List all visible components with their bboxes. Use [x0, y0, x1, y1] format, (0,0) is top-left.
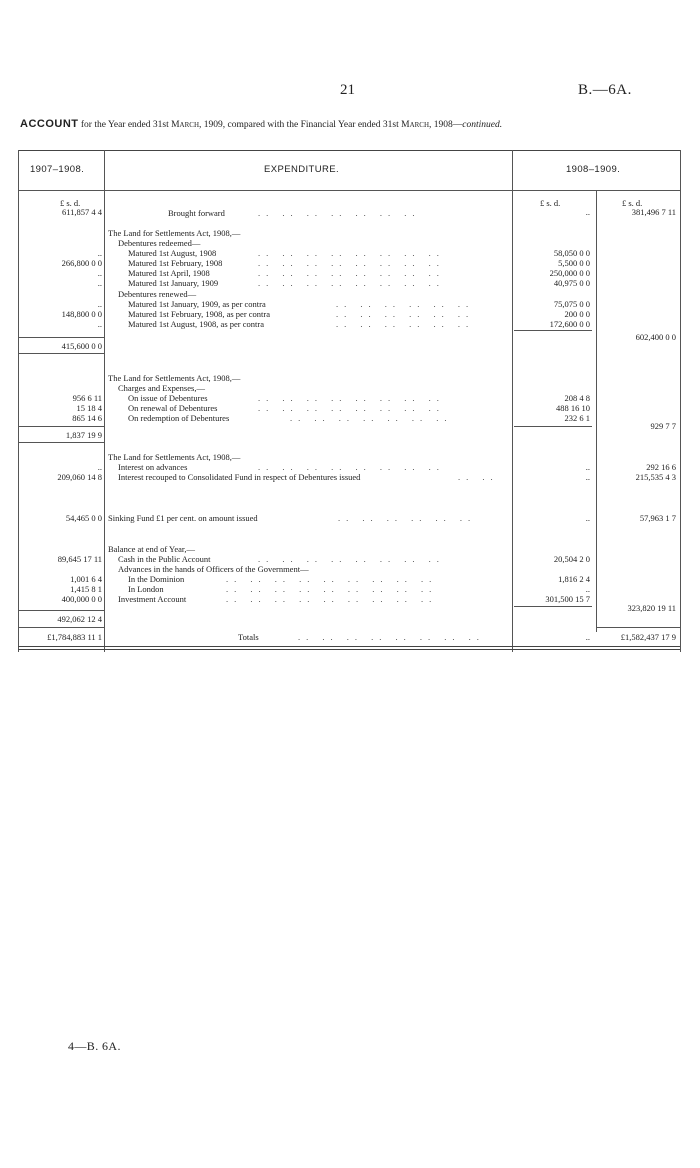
renewed-jan-label: Matured 1st January, 1909, as per contra	[128, 299, 266, 309]
interest-recouped-total: 215,535 4 3	[635, 472, 676, 482]
leader-dots: .. .. .. .. .. .. .. ..	[258, 268, 445, 278]
section-heading-land-settlements: The Land for Settlements Act, 1908,—	[108, 228, 241, 238]
sinking-fund-prev: 54,465 0 0	[65, 513, 102, 523]
balance-total: 323,820 19 11	[627, 603, 676, 613]
leader-dots: .. .. .. .. .. .. .. .. ..	[226, 584, 438, 594]
title-rest: for the Year ended 31st	[80, 120, 169, 130]
grand-total-detail: ..	[585, 632, 590, 642]
cash-public-account-label: Cash in the Public Account	[118, 554, 211, 564]
redeemed-jan-prev: ..	[97, 278, 102, 288]
debentures-total: 602,400 0 0	[635, 332, 676, 342]
leader-dots: .. .. .. .. .. .. .. ..	[258, 462, 445, 472]
redeemed-feb-prev: 266,800 0 0	[61, 258, 102, 268]
column-header-1908-1909: 1908–1909.	[566, 164, 621, 175]
redeemed-aug-prev: ..	[97, 248, 102, 258]
charges-renewal-label: On renewal of Debentures	[128, 403, 218, 413]
column-header-expenditure: EXPENDITURE.	[264, 164, 340, 175]
redeemed-jan-detail: 40,975 0 0	[553, 278, 590, 288]
leader-dots: .. .. .. .. .. .. .. ..	[258, 393, 445, 403]
cash-public-account-detail: 20,504 2 0	[553, 554, 590, 564]
leader-dots: .. .. .. .. .. .. .. ..	[258, 278, 445, 288]
redeemed-feb-label: Matured 1st February, 1908	[128, 258, 223, 268]
grand-total-prev: £1,784,883 11 1	[47, 632, 102, 642]
subtotal-rule	[18, 337, 104, 338]
leader-dots: .. .. .. .. .. .. .. ..	[258, 248, 445, 258]
leader-dots: .. .. .. .. .. .. ..	[258, 208, 421, 218]
interest-advances-label: Interest on advances	[118, 462, 188, 472]
renewed-aug-detail: 172,600 0 0	[549, 319, 590, 329]
subtotal-rule	[18, 610, 104, 611]
section-heading-land-settlements: The Land for Settlements Act, 1908,—	[108, 452, 241, 462]
investment-account-detail: 301,500 15 7	[545, 594, 590, 604]
charges-issue-label: On issue of Debentures	[128, 393, 208, 403]
leader-dots: .. .. .. .. .. .. .. ..	[258, 258, 445, 268]
redeemed-aug-detail: 58,050 0 0	[553, 248, 590, 258]
sinking-fund-label: Sinking Fund £1 per cent. on amount issued	[108, 513, 258, 523]
renewed-feb-detail: 200 0 0	[564, 309, 590, 319]
leader-dots: .. .. .. .. .. ..	[336, 309, 475, 319]
title-mid: , 1909, compared with the Financial Year ended 31st	[199, 120, 399, 130]
charges-issue-detail: 208 4 8	[564, 393, 590, 403]
account-title	[20, 118, 502, 130]
renewed-feb-prev: 148,800 0 0	[61, 309, 102, 319]
subtotal-rule	[18, 442, 104, 443]
title-continued: continued.	[462, 120, 503, 130]
document-reference: B.—6A.	[578, 82, 632, 98]
leader-dots: .. .. .. .. .. .. .. ..	[258, 554, 445, 564]
page-number: 21	[340, 82, 355, 98]
title-month-2: March	[401, 120, 430, 130]
section-heading-balance: Balance at end of Year,—	[108, 544, 195, 554]
charges-renewal-prev: 15 18 4	[76, 403, 102, 413]
subheading-debentures-redeemed: Debentures redeemed—	[118, 238, 201, 248]
advances-dominion-prev: 1,001 6 4	[70, 574, 102, 584]
column-divider-prev	[104, 150, 105, 652]
subtotal-rule	[514, 330, 592, 331]
redeemed-aug-label: Matured 1st August, 1908	[128, 248, 217, 258]
leader-dots: .. .. .. .. .. ..	[336, 299, 475, 309]
subtotal-2-prev: 1,837 19 9	[65, 430, 102, 440]
brought-forward-total: 381,496 7 11	[631, 207, 676, 217]
cash-public-account-prev: 89,645 17 11	[57, 554, 102, 564]
brought-forward-detail: ..	[585, 207, 590, 217]
lsd-header-total: £ s. d.	[622, 198, 643, 208]
investment-account-label: Investment Account	[118, 594, 187, 604]
column-divider-expenditure	[512, 150, 513, 652]
subtotal-3-prev: 492,062 12 4	[57, 614, 102, 624]
title-tail: , 1908—	[429, 120, 463, 130]
leader-dots: .. .. .. .. .. .. .. .. ..	[226, 574, 438, 584]
lsd-header-detail: £ s. d.	[540, 198, 561, 208]
interest-advances-total: 292 16 6	[646, 462, 676, 472]
table-border-left	[18, 150, 19, 652]
interest-advances-detail: ..	[585, 462, 590, 472]
advances-dominion-label: In the Dominion	[128, 574, 185, 584]
redeemed-apr-detail: 250,000 0 0	[549, 268, 590, 278]
header-rule	[18, 190, 680, 191]
leader-dots: .. .. .. .. .. .. .. ..	[258, 403, 445, 413]
renewed-aug-label: Matured 1st August, 1908, as per contra	[128, 319, 264, 329]
subtotal-rule	[18, 353, 104, 354]
advances-london-prev: 1,415 8 1	[70, 584, 102, 594]
leader-dots: .. .. .. .. .. ..	[336, 319, 475, 329]
subtotal-rule	[18, 426, 104, 427]
redeemed-apr-prev: ..	[97, 268, 102, 278]
charges-redemption-label: On redemption of Debentures	[128, 413, 230, 423]
total-rule	[18, 627, 104, 628]
leader-dots: .. .. .. .. .. ..	[338, 513, 477, 523]
interest-recouped-prev: 209,060 14 8	[57, 472, 102, 482]
sinking-fund-total: 57,963 1 7	[639, 513, 676, 523]
renewed-aug-prev: ..	[97, 319, 102, 329]
title-lead: ACCOUNT	[20, 118, 79, 130]
table-bottom-double-rule	[18, 646, 680, 650]
charges-issue-prev: 956 6 11	[72, 393, 102, 403]
sinking-fund-detail: ..	[585, 513, 590, 523]
redeemed-apr-label: Matured 1st April, 1908	[128, 268, 210, 278]
subtotal-rule	[514, 606, 592, 607]
subheading-advances: Advances in the hands of Officers of the Government—	[118, 564, 309, 574]
charges-redemption-prev: 865 14 6	[72, 413, 102, 423]
investment-account-prev: 400,000 0 0	[61, 594, 102, 604]
interest-recouped-label: Interest recouped to Consolidated Fund in respect of Debentures issued	[118, 472, 361, 482]
section-heading-land-settlements: The Land for Settlements Act, 1908,—	[108, 373, 241, 383]
grand-total-curr: £1,582,437 17 9	[620, 632, 676, 642]
total-rule	[596, 627, 680, 628]
redeemed-feb-detail: 5,500 0 0	[558, 258, 590, 268]
subheading-debentures-renewed: Debentures renewed—	[118, 289, 197, 299]
subheading-charges: Charges and Expenses,—	[118, 383, 205, 393]
column-divider-detail	[596, 190, 597, 632]
totals-label: Totals	[238, 632, 259, 642]
subtotal-1-prev: 415,600 0 0	[61, 341, 102, 351]
page-footer-signature: 4—B. 6A.	[68, 1039, 121, 1053]
advances-london-detail: ..	[585, 584, 590, 594]
interest-recouped-detail: ..	[585, 472, 590, 482]
renewed-jan-detail: 75,075 0 0	[553, 299, 590, 309]
table-border-right	[680, 150, 681, 652]
interest-advances-prev: ..	[97, 462, 102, 472]
brought-forward-prev: 611,857 4 4	[61, 207, 102, 217]
leader-dots: .. ..	[458, 472, 499, 482]
renewed-jan-prev: ..	[97, 299, 102, 309]
charges-renewal-detail: 488 16 10	[556, 403, 590, 413]
advances-london-label: In London	[128, 584, 164, 594]
leader-dots: .. .. .. .. .. .. .. ..	[298, 632, 485, 642]
redeemed-jan-label: Matured 1st January, 1909	[128, 278, 219, 288]
leader-dots: .. .. .. .. .. .. .. .. ..	[226, 594, 438, 604]
brought-forward-label: Brought forward	[168, 208, 225, 218]
renewed-feb-label: Matured 1st February, 1908, as per contra	[128, 309, 271, 319]
lsd-header-prev: £ s. d.	[60, 198, 81, 208]
charges-total: 929 7 7	[650, 421, 676, 431]
leader-dots: .. .. .. .. .. .. ..	[290, 413, 453, 423]
column-header-1907-1908: 1907–1908.	[30, 164, 85, 175]
subtotal-rule	[514, 426, 592, 427]
advances-dominion-detail: 1,816 2 4	[558, 574, 590, 584]
charges-redemption-detail: 232 6 1	[564, 413, 590, 423]
title-month-1: March	[171, 120, 200, 130]
